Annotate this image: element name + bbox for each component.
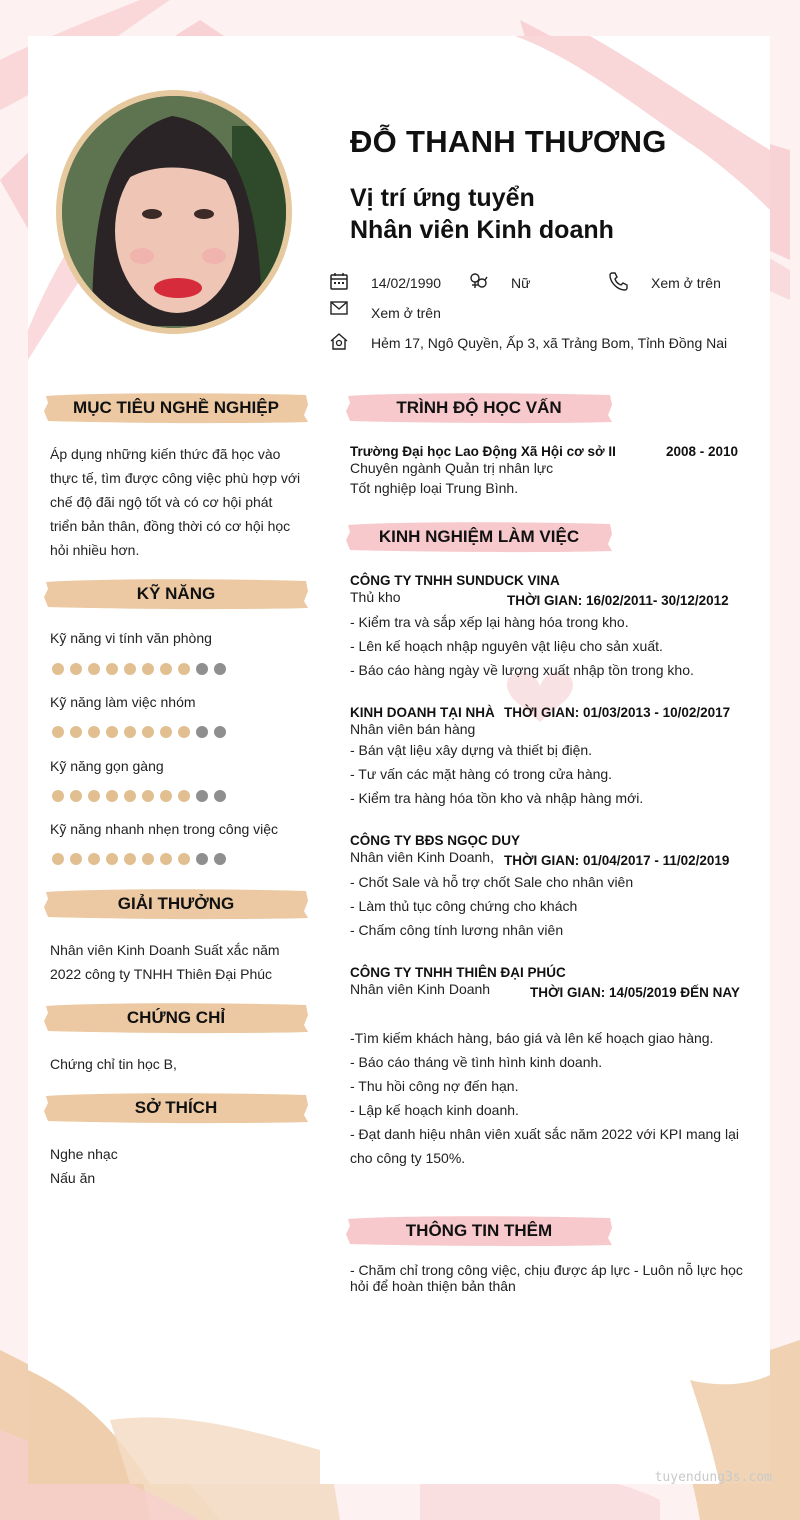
rating-dot-filled	[142, 726, 154, 738]
job-2-duty-1: - Bán vật liệu xây dựng và thiết bị điện.	[350, 742, 593, 758]
job-1-time: THỜI GIAN: 16/02/2011- 30/12/2012	[507, 593, 729, 608]
job-4-duty-3: - Thu hồi công nợ đến hạn.	[350, 1078, 519, 1094]
rating-dot-filled	[124, 663, 136, 675]
rating-dot-filled	[70, 726, 82, 738]
job-4-duty-1: -Tìm kiếm khách hàng, báo giá và lên kế hoạch giao hàng.	[350, 1030, 714, 1046]
rating-dot-filled	[70, 663, 82, 675]
rating-dot-filled	[106, 853, 118, 865]
job-3-time: THỜI GIAN: 01/04/2017 - 11/02/2019	[504, 853, 730, 868]
job-1-duty-1: - Kiểm tra và sắp xếp lại hàng hóa trong kho.	[350, 614, 629, 630]
job-3-company: CÔNG TY BĐS NGỌC DUY	[350, 833, 521, 848]
rating-dot-filled	[88, 663, 100, 675]
rating-dot-filled	[88, 790, 100, 802]
job-1-duty-3: - Báo cáo hàng ngày về lượng xuất nhập tồn trong kho.	[350, 662, 694, 678]
job-1-company: CÔNG TY TNHH SUNDUCK VINA	[350, 573, 560, 588]
job-2-time: THỜI GIAN: 01/03/2013 - 10/02/2017	[504, 705, 731, 720]
watermark: tuyendung3s.com	[654, 1470, 772, 1485]
job-1-duty-2: - Lên kế hoạch nhập nguyên vật liệu cho sản xuất.	[350, 638, 663, 654]
address-value: Hẻm 17, Ngô Quyền, Ấp 3, xã Trảng Bom, Tỉnh Đồng Nai	[371, 335, 728, 351]
rating-dot-filled	[142, 663, 154, 675]
rating-dot-filled	[160, 663, 172, 675]
objective-line-2: thực tế, tìm được công việc phù hợp với	[50, 470, 301, 486]
skill-name-3: Kỹ năng gọn gàng	[50, 758, 164, 774]
rating-dot-filled	[106, 663, 118, 675]
rating-dot-filled	[142, 853, 154, 865]
rating-dot-filled	[52, 853, 64, 865]
rating-dot-filled	[52, 663, 64, 675]
objective-line-3: chế độ đãi ngộ tốt và có cơ hội phát	[50, 494, 273, 510]
hobbies-title: SỞ THÍCH	[134, 1098, 218, 1117]
email-value: Xem ở trên	[371, 305, 441, 321]
rating-dot-filled	[70, 853, 82, 865]
job-4-role: Nhân viên Kinh Doanh	[350, 981, 491, 997]
rating-dot-empty	[196, 726, 208, 738]
job-2-company: KINH DOANH TẠI NHÀ	[350, 705, 495, 720]
awards-heading	[42, 887, 310, 921]
objective-line-4: triển bản thân, đồng thời có cơ hội học	[50, 518, 291, 534]
rating-dot-filled	[142, 790, 154, 802]
hobby-1: Nghe nhạc	[50, 1146, 118, 1162]
additional-title: THÔNG TIN THÊM	[405, 1221, 553, 1240]
calendar-icon	[329, 271, 349, 291]
job-3-duty-2: - Làm thủ tục công chứng cho khách	[350, 898, 578, 914]
rating-dot-empty	[214, 790, 226, 802]
rating-dot-filled	[178, 726, 190, 738]
skill-name-2: Kỹ năng làm việc nhóm	[50, 694, 196, 710]
phone-value: Xem ở trên	[651, 275, 721, 291]
awards-line-1: Nhân viên Kinh Doanh Suất xắc năm	[50, 942, 280, 958]
job-3-role: Nhân viên Kinh Doanh,	[350, 849, 494, 865]
objective-line-5: hỏi nhiều hơn.	[50, 542, 140, 558]
rating-dot-filled	[160, 853, 172, 865]
rating-dot-empty	[196, 790, 208, 802]
awards-line-2: 2022 công ty TNHH Thiên Đại Phúc	[50, 966, 273, 982]
rating-dot-empty	[214, 726, 226, 738]
awards-title: GIẢI THƯỞNG	[117, 894, 235, 913]
rating-dot-empty	[196, 853, 208, 865]
education-heading	[344, 391, 614, 425]
phone-icon	[608, 271, 628, 291]
objective-line-1: Áp dụng những kiến thức đã học vào	[50, 446, 281, 462]
rating-dot-filled	[106, 790, 118, 802]
additional-heading	[344, 1214, 614, 1248]
additional-line-2: hỏi để hoàn thiện bản thân	[350, 1278, 516, 1294]
job-4-duty-2: - Báo cáo tháng về tình hình kinh doanh.	[350, 1054, 603, 1070]
job-2-duty-2: - Tư vấn các mặt hàng có trong cửa hàng.	[350, 766, 613, 782]
rating-dot-filled	[160, 726, 172, 738]
rating-dot-empty	[214, 663, 226, 675]
certificates-line-1: Chứng chỉ tin học B,	[50, 1056, 177, 1072]
job-2-duty-3: - Kiểm tra hàng hóa tồn kho và nhập hàng mới.	[350, 790, 644, 806]
education-major: Chuyên ngành Quản trị nhân lực	[350, 460, 554, 476]
rating-dot-filled	[52, 790, 64, 802]
job-3-duty-1: - Chốt Sale và hỗ trợ chốt Sale cho nhân viên	[350, 874, 634, 890]
education-grade: Tốt nghiệp loại Trung Bình.	[350, 480, 519, 496]
education-title: TRÌNH ĐỘ HỌC VẤN	[396, 398, 562, 417]
skills-title: KỸ NĂNG	[136, 584, 216, 603]
rating-dot-empty	[196, 663, 208, 675]
job-4-duty-4: - Lập kế hoạch kinh doanh.	[350, 1102, 519, 1118]
skills-heading	[42, 577, 310, 611]
experience-heading	[344, 520, 614, 554]
skill-name-4: Kỹ năng nhanh nhẹn trong công việc	[50, 821, 279, 837]
rating-dot-filled	[124, 853, 136, 865]
job-4-duty-6: cho công ty 150%.	[350, 1150, 466, 1166]
email-icon	[329, 298, 349, 318]
education-years: 2008 - 2010	[666, 444, 739, 459]
job-4-company: CÔNG TY TNHH THIÊN ĐẠI PHÚC	[350, 965, 566, 980]
candidate-name: ĐỖ THANH THƯƠNG	[350, 124, 667, 159]
hobbies-heading	[42, 1091, 310, 1125]
objective-heading	[42, 391, 310, 425]
rating-dot-filled	[178, 790, 190, 802]
job-4-time: THỜI GIAN: 14/05/2019 ĐẾN NAY	[530, 985, 740, 1000]
certificates-title: CHỨNG CHỈ	[126, 1008, 226, 1027]
birthday-value: 14/02/1990	[371, 275, 442, 291]
certificates-heading	[42, 1001, 310, 1035]
gender-icon	[468, 271, 488, 291]
home-location-icon	[329, 331, 349, 351]
hobby-2: Nấu ăn	[50, 1170, 96, 1186]
rating-dot-filled	[178, 853, 190, 865]
rating-dot-filled	[52, 726, 64, 738]
job-4-duty-5: - Đạt danh hiệu nhân viên xuất sắc năm 2022 với KPI mang lại	[350, 1126, 739, 1142]
rating-dot-filled	[70, 790, 82, 802]
rating-dot-filled	[88, 726, 100, 738]
job-2-role: Nhân viên bán hàng	[350, 721, 476, 737]
avatar-portrait	[62, 96, 286, 328]
rating-dot-filled	[124, 726, 136, 738]
rating-dot-empty	[214, 853, 226, 865]
position-label: Vị trí ứng tuyển	[350, 184, 535, 212]
objective-title: MỤC TIÊU NGHỀ NGHIỆP	[73, 398, 279, 417]
rating-dot-filled	[178, 663, 190, 675]
rating-dot-filled	[88, 853, 100, 865]
skill-name-1: Kỹ năng vi tính văn phòng	[50, 630, 212, 646]
rating-dot-filled	[106, 726, 118, 738]
job-3-duty-3: - Chấm công tính lương nhân viên	[350, 922, 564, 938]
rating-dot-filled	[124, 790, 136, 802]
additional-line-1: - Chăm chỉ trong công việc, chịu được áp lực - Luôn nỗ lực học	[350, 1262, 743, 1278]
rating-dot-filled	[160, 790, 172, 802]
job-1-role: Thủ kho	[350, 589, 401, 605]
experience-title: KINH NGHIỆM LÀM VIỆC	[378, 527, 580, 546]
gender-value: Nữ	[511, 275, 531, 291]
education-school: Trường Đại học Lao Động Xã Hội cơ sở II	[350, 444, 616, 459]
position-value: Nhân viên Kinh doanh	[350, 216, 614, 244]
avatar	[62, 96, 286, 328]
